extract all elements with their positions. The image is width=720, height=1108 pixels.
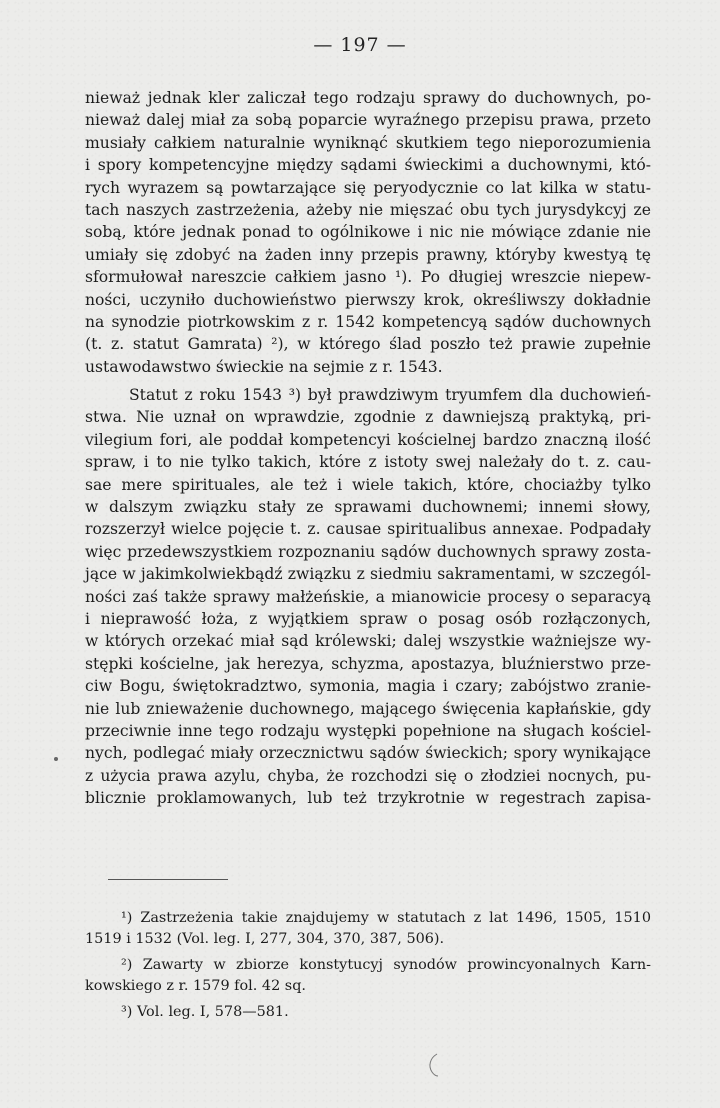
text-line: sformułował nareszcie całkiem jasno ¹). Po długiej wreszcie niepew- [85,268,651,287]
text-line: w dalszym związku stały ze sprawami duchownemi; innemi słowy, [85,498,651,517]
text-line: sae mere spirituales, ale też i wiele takich, które, chociażby tylko [85,475,651,494]
footnote-line: ³) Vol. leg. I, 578—581. [121,1004,289,1020]
text-line: ciw Bogu, świętokradztwo, symonia, magia i czary; zabójstwo zranie- [85,677,651,696]
text-line: przeciwnie inne tego rodzaju występki popełnione na sługach kościel- [85,721,651,740]
text-line: musiały całkiem naturalnie wyniknąć skutkiem tego nieporozumienia [85,133,651,152]
text-line: z użycia prawa azylu, chyba, że rozchodzi się o złodziei nocnych, pu- [85,766,651,785]
text-line: spraw, i to nie tylko takich, które z istoty swej należały do t. z. cau- [85,453,651,472]
footnote-line: kowskiego z r. 1579 fol. 42 sq. [85,978,306,994]
print-speck [54,757,58,761]
text-line: sobą, które jednak ponad to ogólnikowe i nic nie mówiące zdanie nie [85,223,651,242]
text-line: umiały się zdobyć na żaden inny przepis prawny, któryby kwestyą tę [85,245,651,264]
text-line: ustawodawstwo świeckie na sejmie z r. 1543. [85,357,443,376]
text-line: i nieprawość łoża, z wyjątkiem spraw o posag osób rozłączonych, [85,609,651,628]
footnote-line: ²) Zawarty w zbiorze konstytucyj synodów prowincyonalnych Karn- [121,957,651,973]
text-line: nieważ jednak kler zaliczał tego rodzaju sprawy do duchownych, po- [85,89,651,107]
text-line: i spory kompetencyjne między sądami świeckimi a duchownymi, któ- [85,156,651,175]
footnote-line: 1519 i 1532 (Vol. leg. I, 277, 304, 370, 387, 506). [85,931,445,947]
footnote-separator [108,879,228,880]
text-line: rozszerzył wielce pojęcie t. z. causae spiritualibus annexae. Podpadały [85,520,651,539]
text-line: nie lub znieważenie duchownego, mającego święcenia kapłańskie, gdy [85,699,651,718]
text-line: ności, uczyniło duchowieństwo pierwszy krok, określiwszy dokładnie [85,290,651,309]
text-line: rych wyrazem są powtarzające się peryodycznie co lat kilka w statu- [85,178,651,197]
text-line: więc przedewszystkiem rozpoznaniu sądów duchownych sprawy zosta- [85,542,651,561]
text-line: tach naszych zastrzeżenia, ażeby nie mięszać obu tych jurysdykcyj ze [85,200,651,219]
text-line: w których orzekać miał sąd królewski; dalej wszystkie ważniejsze wy- [85,632,651,651]
text-line: vilegium fori, ale poddał kompetencyi kościelnej bardzo znaczną ilość [85,430,651,449]
text-line: nych, podlegać miały orzecznictwu sądów świeckich; spory wynikające [85,744,651,763]
text-line: jące w jakimkolwiekbądź związku z siedmiu sakramentami, w szczegól- [85,565,651,584]
text-line: blicznie proklamowanych, lub też trzykrotnie w regestrach zapisa- [85,789,651,808]
text-line: nieważ dalej miał za sobą poparcie wyraźnego przepisu prawa, przeto [85,111,651,130]
text-line: (t. z. statut Gamrata) ²), w którego ślad poszło też prawie zupełnie [85,335,651,354]
footnote-line: ¹) Zastrzeżenia takie znajdujemy w statutach z lat 1496, 1505, 1510 [121,910,651,926]
text-line: na synodzie piotrkowskim z r. 1542 kompetencyą sądów duchownych [85,312,651,331]
text-line: stwa. Nie uznał on wprawdzie, zgodnie z dawniejszą praktyką, pri- [85,408,651,427]
footnotes [85,908,651,1023]
text-line: stępki kościelne, jak herezya, schyzma, apostazya, bluźnierstwo prze- [85,654,651,673]
ink-mark-icon [426,1052,440,1078]
main-text [85,87,651,810]
page-number: — 197 — [313,34,407,56]
text-line: Statut z roku 1543 ³) był prawdziwym tryumfem dla duchowień- [129,386,651,405]
text-line: ności zaś także sprawy małżeńskie, a mianowicie procesy o separacyą [85,587,651,606]
